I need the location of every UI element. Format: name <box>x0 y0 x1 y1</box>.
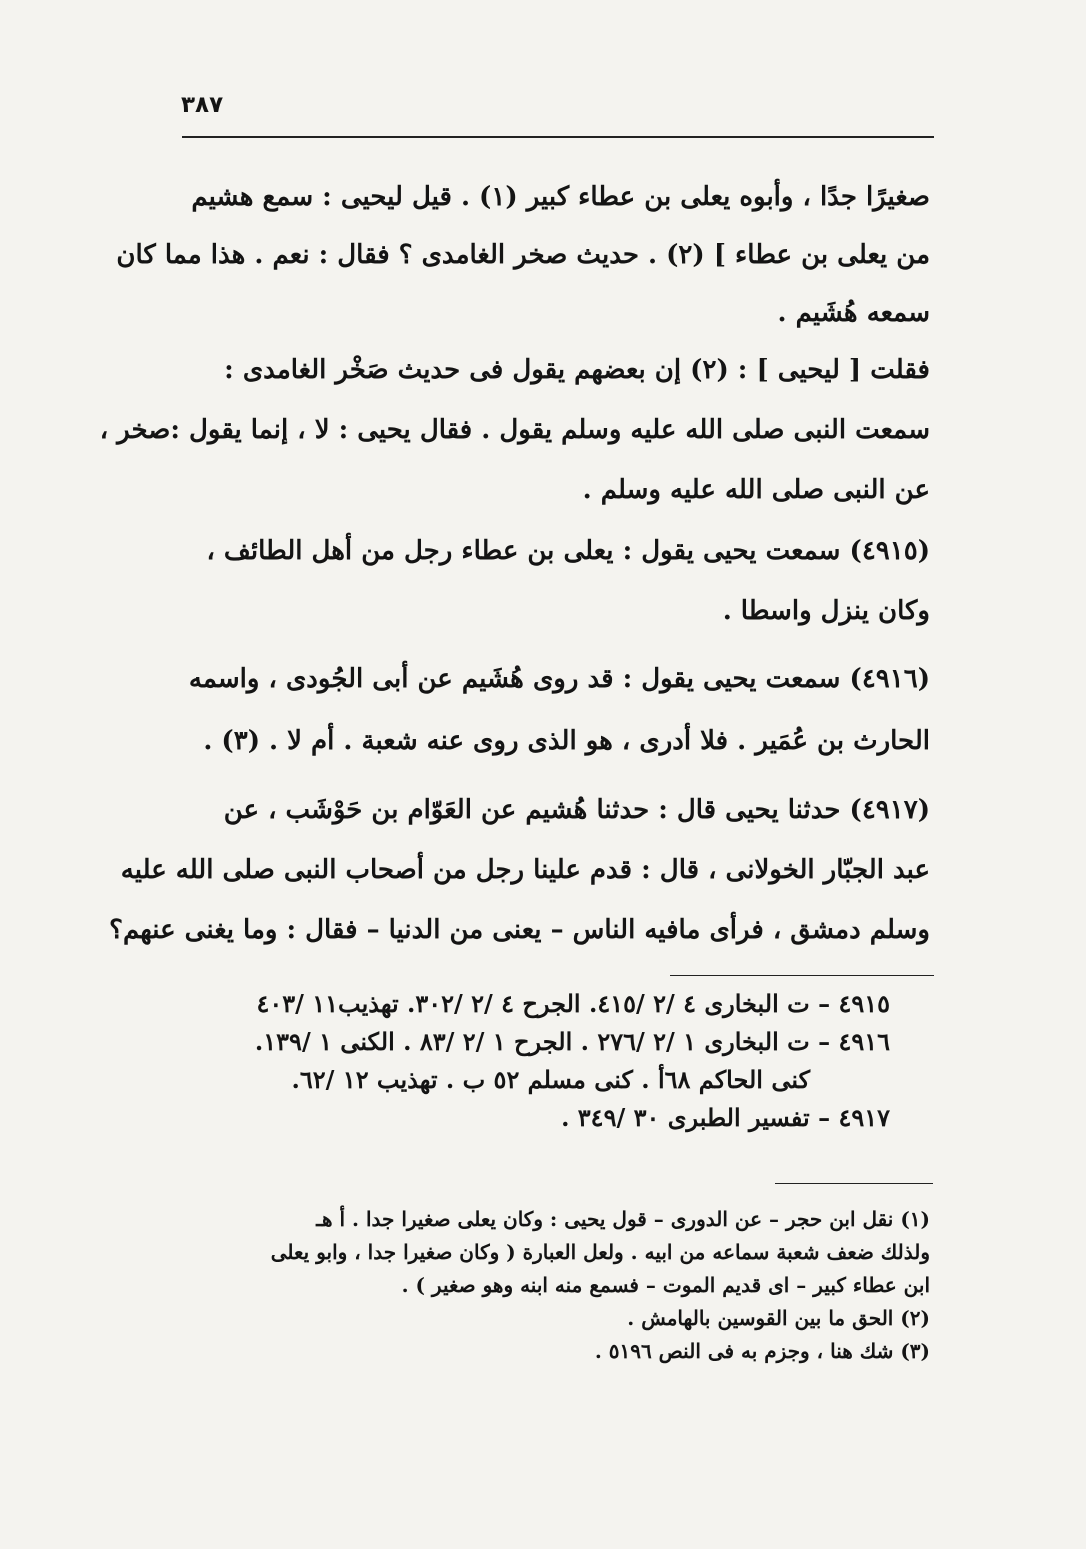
paragraph-1 <box>116 168 930 342</box>
references-block <box>190 985 890 1137</box>
text-line: عن النبى صلى الله عليه وسلم . <box>582 475 930 505</box>
text-line: عبد الجبّار الخولانى ، قال : قدم علينا رجل من أصحاب النبى صلى الله عليه <box>120 855 930 885</box>
reference-line: ٤٩١٧ – تفسير الطبرى ٣٠ /٣٤٩ . <box>561 1103 890 1132</box>
footnotes-block <box>190 1203 930 1368</box>
text-line: وكان ينزل واسطا . <box>722 596 930 626</box>
reference-line: ٤٩١٦ – ت البخارى ١ /٢ /٢٧٦ . الجرح ١ /٢ /٨٣ . الكنى ١ /١٣٩. <box>254 1027 890 1056</box>
text-line: فقلت [ ليحيى ] : (٢) إن بعضهم يقول فى حديث صَخْر الغامدى : <box>224 355 930 385</box>
paragraph-4916 <box>190 648 930 772</box>
text-line: صغيرًا جدًا ، وأبوه يعلى بن عطاء كبير (١) . قيل ليحيى : سمع هشيم <box>191 182 930 212</box>
footnote-line: (١) نقل ابن حجر – عن الدورى – قول يحيى : وكان يعلى صغيرا جدا . أ هـ <box>316 1207 930 1231</box>
footnote-line: ولذلك ضعف شعبة سماعه من ابيه . ولعل العبارة ( وكان صغيرا جدا ، وابو يعلى <box>270 1240 930 1264</box>
text-line: (٤٩١٧) حدثنا يحيى قال : حدثنا هُشيم عن العَوّام بن حَوْشَب ، عن <box>223 795 930 825</box>
references-rule <box>670 975 934 976</box>
paragraph-2 <box>99 340 930 520</box>
text-line: من يعلى بن عطاء ] (٢) . حديث صخر الغامدى ؟ فقال : نعم . هذا مما كان <box>116 240 930 270</box>
text-line: الحارث بن عُمَير . فلا أدرى ، هو الذى روى عنه شعبة . أم لا . (٣) . <box>203 726 930 756</box>
header-rule <box>182 136 934 138</box>
paragraph-4915 <box>190 521 930 641</box>
reference-line: ٤٩١٥ – ت البخارى ٤ /٢ /٤١٥. الجرح ٤ /٢ /٣٠٢. تهذيب١١ /٤٠٣ <box>256 989 890 1018</box>
text-line: (٤٩١٦) سمعت يحيى يقول : قد روى هُشَيم عن أبى الجُودى ، واسمه <box>188 664 930 694</box>
paragraph-4917 <box>109 780 930 960</box>
footnote-line: (٣) شك هنا ، وجزم به فى النص ٥١٩٦ . <box>594 1339 930 1363</box>
text-line: وسلم دمشق ، فرأى مافيه الناس – يعنى من الدنيا – فقال : وما يغنى عنهم؟ <box>109 915 930 945</box>
footnotes-rule <box>775 1183 933 1184</box>
footnote-line: ابن عطاء كبير – اى قديم الموت – فسمع منه ابنه وهو صغير ) . <box>401 1273 930 1297</box>
text-line: سمعت النبى صلى الله عليه وسلم يقول . فقال يحيى : لا ، إنما يقول :صخر ، <box>99 415 930 445</box>
page-number: ٣٨٧ <box>181 92 224 118</box>
text-line: (٤٩١٥) سمعت يحيى يقول : يعلى بن عطاء رجل من أهل الطائف ، <box>206 536 930 566</box>
footnote-line: (٢) الحق ما بين القوسين بالهامش . <box>627 1306 930 1330</box>
text-line: سمعه هُشَيم . <box>777 298 930 328</box>
reference-line: كنى الحاكم ٦٨أ . كنى مسلم ٥٢ ب . تهذيب ١٢ /٦٢. <box>291 1065 810 1094</box>
